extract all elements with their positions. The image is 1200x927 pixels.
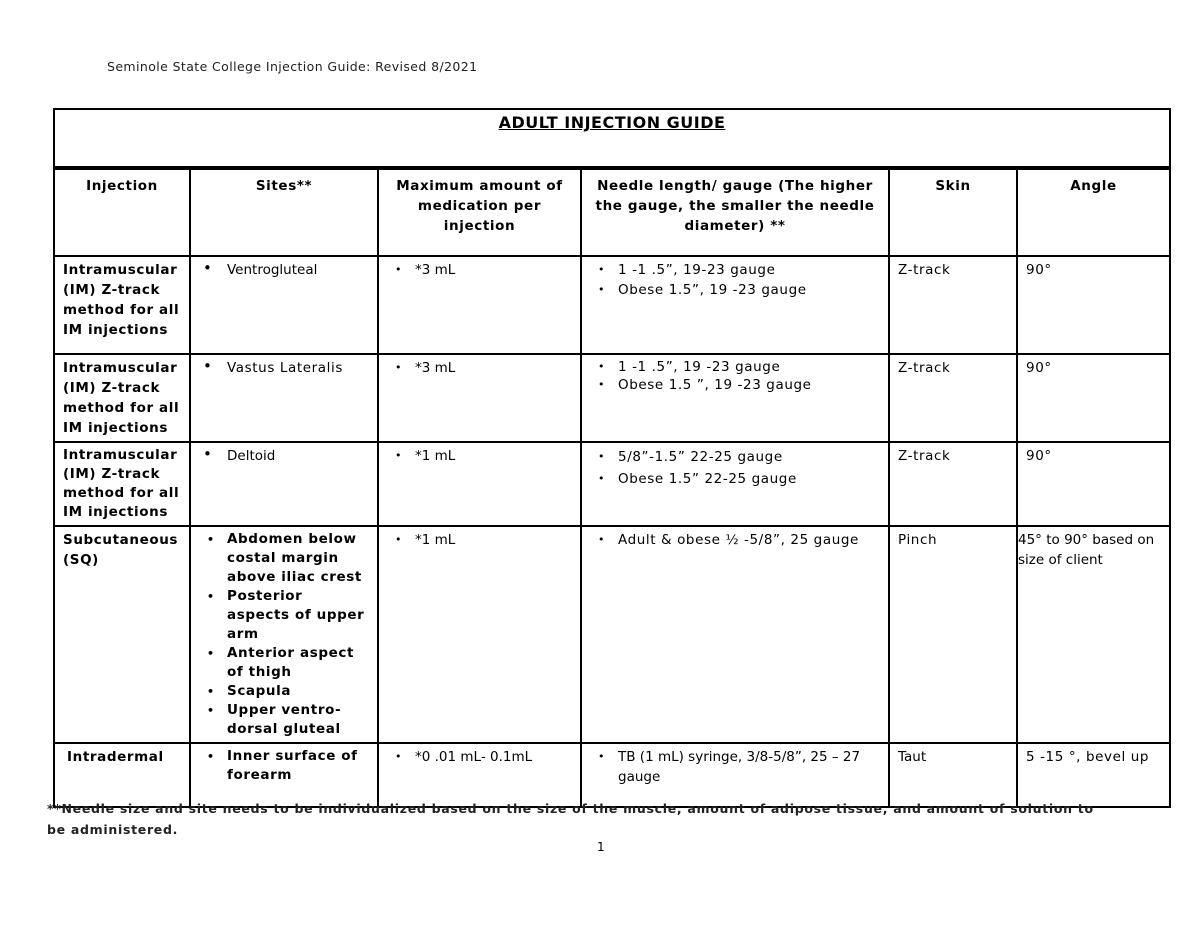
table-row (54, 256, 1170, 354)
sites-cell (190, 354, 378, 442)
column-header-injection: Injection (54, 168, 190, 256)
page-number: 1 (597, 840, 605, 854)
column-header-max-amount: Maximum amount of medication per injection (378, 168, 581, 256)
skin-technique: Taut (889, 743, 1017, 807)
column-header-needle: Needle length/ gauge (The higher the gauge, the smaller the needle diameter) ** (581, 168, 889, 256)
max-amount: • *1 mL (387, 530, 572, 550)
skin-technique: Z-track (889, 354, 1017, 442)
column-header-sites: Sites** (190, 168, 378, 256)
skin-technique: Pinch (889, 526, 1017, 743)
max-amount: • *1 mL (387, 446, 572, 466)
table-row (54, 526, 1170, 743)
column-header-skin: Skin (889, 168, 1017, 256)
site-item: • Posterior aspects of upper arm (199, 587, 369, 644)
needle-item: • Adult & obese ½ -5/8”, 25 gauge (590, 530, 880, 550)
table-row (54, 354, 1170, 442)
skin-technique: Z-track (889, 442, 1017, 526)
injection-type: Intramuscular (IM) Z-track method for all IM injections (54, 354, 190, 442)
angle: 5 -15 °, bevel up (1017, 743, 1170, 807)
site-item: • Deltoid (199, 446, 369, 466)
table-title-row (54, 109, 1170, 168)
max-amount-cell (378, 526, 581, 743)
sites-cell (190, 442, 378, 526)
skin-technique: Z-track (889, 256, 1017, 354)
needle-cell (581, 526, 889, 743)
max-amount: • *3 mL (387, 260, 572, 280)
needle-item: • 1 -1 .5”, 19 -23 gauge (590, 358, 880, 376)
site-item: • Inner surface of forearm (199, 747, 369, 785)
needle-cell (581, 354, 889, 442)
max-amount-cell (378, 256, 581, 354)
column-header-angle: Angle (1017, 168, 1170, 256)
angle: 45° to 90° based on size of client (1017, 526, 1170, 743)
injection-type: Subcutaneous (SQ) (54, 526, 190, 743)
site-item: • Abdomen below costal margin above iliac crest (199, 530, 369, 587)
needle-cell (581, 256, 889, 354)
sites-cell (190, 256, 378, 354)
table-title: ADULT INJECTION GUIDE (54, 109, 1170, 168)
needle-cell (581, 442, 889, 526)
needle-item: • Obese 1.5” 22-25 gauge (590, 468, 880, 490)
injection-type: Intramuscular (IM) Z-track method for all IM injections (54, 256, 190, 354)
sites-cell (190, 526, 378, 743)
needle-item: • 5/8”-1.5” 22-25 gauge (590, 446, 880, 468)
angle: 90° (1017, 442, 1170, 526)
footnote: **Needle size and site needs to be individualized based on the size of the muscle, amount of adipose tissue, and amount of solution to be administered. (47, 801, 1094, 837)
table-row (54, 442, 1170, 526)
angle: 90° (1017, 354, 1170, 442)
max-amount-cell (378, 442, 581, 526)
site-item: • Scapula (199, 682, 369, 701)
needle-item: • Obese 1.5”, 19 -23 gauge (590, 280, 880, 300)
angle: 90° (1017, 256, 1170, 354)
max-amount: • *0 .01 mL- 0.1mL (387, 747, 572, 767)
needle-item: • TB (1 mL) syringe, 3/8-5/8”, 25 – 27 gauge (590, 747, 880, 787)
site-item: • Ventrogluteal (199, 260, 369, 280)
injection-type: Intramuscular (IM) Z-track method for all IM injections (54, 442, 190, 526)
site-item: • Vastus Lateralis (199, 358, 369, 378)
injection-type: Intradermal (54, 743, 190, 807)
needle-item: • 1 -1 .5”, 19-23 gauge (590, 260, 880, 280)
site-item: • Upper ventro-dorsal gluteal (199, 701, 369, 739)
column-header-row (54, 168, 1170, 256)
max-amount-cell (378, 354, 581, 442)
page-header: Seminole State College Injection Guide: Revised 8/2021 (107, 59, 478, 74)
injection-guide-table (53, 108, 1171, 808)
needle-item: • Obese 1.5 ”, 19 -23 gauge (590, 376, 880, 394)
max-amount: • *3 mL (387, 358, 572, 378)
site-item: • Anterior aspect of thigh (199, 644, 369, 682)
